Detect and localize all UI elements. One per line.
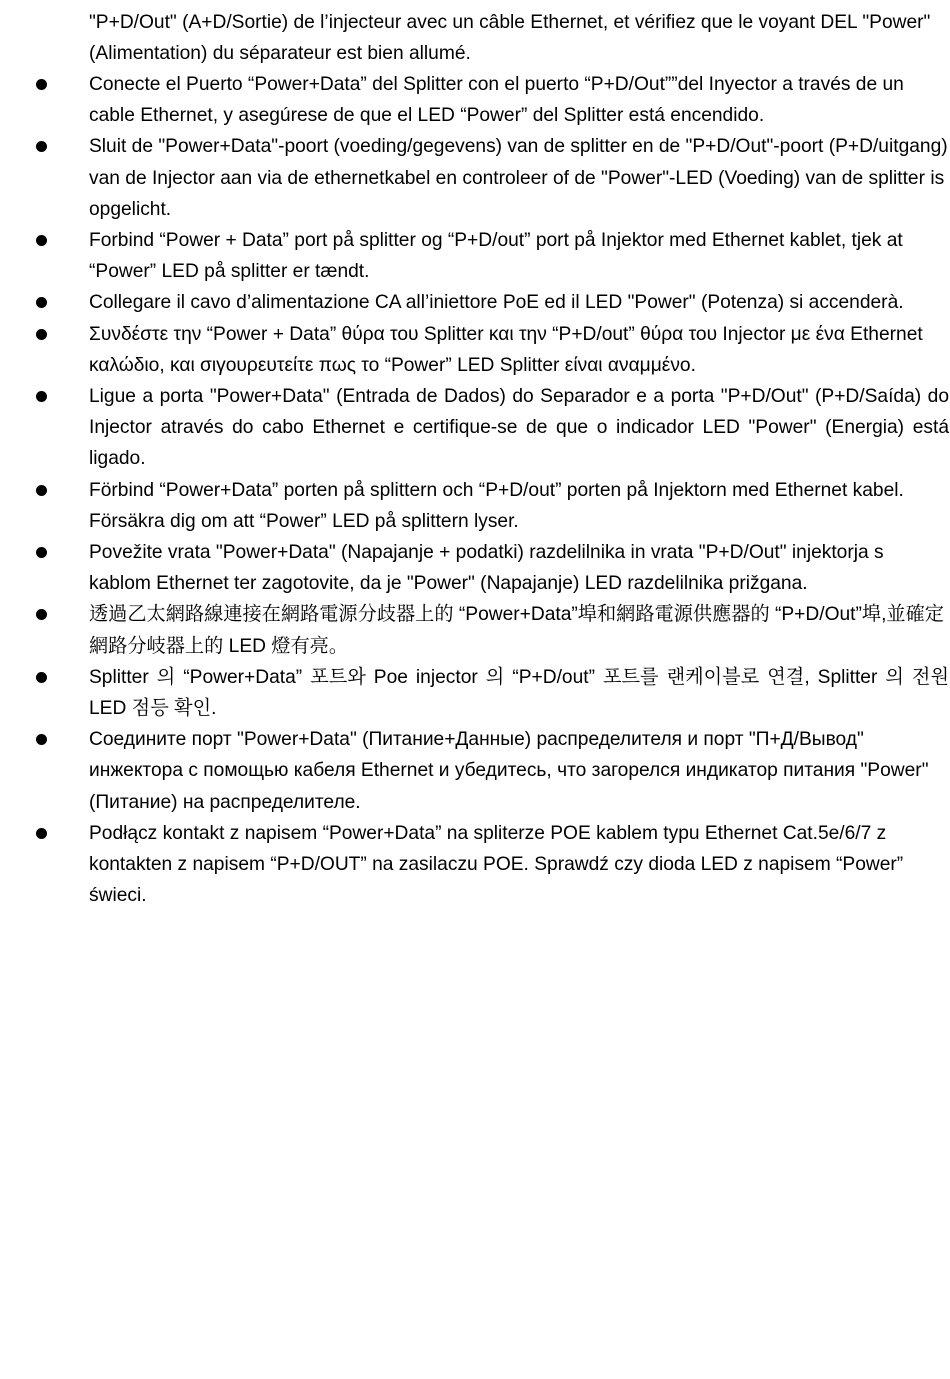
bullet-icon — [36, 297, 47, 308]
list-item — [0, 475, 949, 537]
list-item-text: Collegare il cavo d’alimentazione CA all’iniettore PoE ed il LED "Power" (Potenza) si accenderà. — [89, 292, 904, 314]
list-item-text: Förbind “Power+Data” porten på splittern och “P+D/out” porten på Injektorn med Ethernet kabel. Försäkra dig om att “Power” LED på splittern lyser. — [89, 479, 904, 532]
list-item — [0, 724, 949, 818]
list-item-text: Forbind “Power + Data” port på splitter og “P+D/out” port på Injektor med Ethernet kablet, tjek at “Power” LED på splitter er tændt. — [89, 230, 903, 283]
list-item — [0, 319, 949, 381]
instruction-list — [0, 69, 950, 911]
continuation-paragraph — [89, 7, 949, 69]
list-item-text: Sluit de "Power+Data"-poort (voeding/gegevens) van de splitter en de "P+D/Out"-poort (P+D/uitgang) van de Injector aan via de ethernetkabel en controleer of de "Power"-LED (Voeding) van de splitter is opgelicht. — [89, 136, 948, 220]
list-item-text: Соедините порт "Power+Data" (Питание+Данные) распределителя и порт "П+Д/Вывод" инжектора с помощью кабеля Ethernet и убедитесь, что загорелся индикатор питания "Power" (Питание) на распределителе. — [89, 729, 929, 813]
bullet-icon — [36, 547, 47, 558]
paragraph-text: "P+D/Out" (A+D/Sortie) de l’injecteur avec un câble Ethernet, et vérifiez que le voyant DEL "Power" (Alimentation) du séparateur est bien allumé. — [89, 12, 931, 65]
list-item — [0, 599, 949, 661]
bullet-icon — [36, 672, 47, 683]
list-item — [0, 131, 949, 225]
bullet-icon — [36, 734, 47, 745]
bullet-icon — [36, 391, 47, 402]
bullet-icon — [36, 609, 47, 620]
list-item — [0, 818, 949, 912]
list-item — [0, 69, 949, 131]
list-item — [0, 381, 949, 475]
list-item — [0, 225, 949, 287]
list-item-text: 透過乙太網路線連接在網路電源分歧器上的 “Power+Data”埠和網路電源供應器的 “P+D/Out”埠,並確定網路分岐器上的 LED 燈有亮。 — [89, 604, 944, 657]
list-item-text: Conecte el Puerto “Power+Data” del Splitter con el puerto “P+D/Out””del Inyector a través de un cable Ethernet, y asegúrese de que el LED “Power” del Splitter está encendido. — [89, 74, 904, 127]
bullet-icon — [36, 485, 47, 496]
bullet-icon — [36, 235, 47, 246]
list-item — [0, 287, 949, 318]
list-item-text: Ligue a porta "Power+Data" (Entrada de Dados) do Separador e a porta "P+D/Out" (P+D/Saída) do Injector através do cabo Ethernet e certifique-se de que o indicador LED "Power" (Energia) está ligado. — [89, 386, 949, 470]
list-item-text: Podłącz kontakt z napisem “Power+Data” na spliterze POE kablem typu Ethernet Cat.5e/6/7 z kontakten z napisem “P+D/OUT” na zasilaczu POE. Sprawdź czy dioda LED z napisem “Power” świeci. — [89, 822, 904, 907]
list-item — [0, 537, 949, 599]
bullet-icon — [36, 141, 47, 152]
list-item — [0, 662, 949, 724]
bullet-icon — [36, 79, 47, 90]
list-item-text: Συνδέστε την “Power + Data” θύρα του Splitter και την “P+D/out” θύρα του Injector με ένα Ethernet καλώδιο, και σιγουρευτείτε πως το “Power” LED Splitter είναι αναμμένο. — [89, 323, 923, 376]
bullet-icon — [36, 329, 47, 340]
list-item-text: Povežite vrata "Power+Data" (Napajanje + podatki) razdelilnika in vrata "P+D/Out" injektorja s kablom Ethernet ter zagotovite, da je "Power" (Napajanje) LED razdelilnika prižgana. — [89, 542, 884, 595]
list-item-text: Splitter 의 “Power+Data” 포트와 Poe injector 의 “P+D/out” 포트를 랜케이블로 연결, Splitter 의 전원 LED 점등 확인. — [89, 666, 949, 720]
bullet-icon — [36, 828, 47, 839]
